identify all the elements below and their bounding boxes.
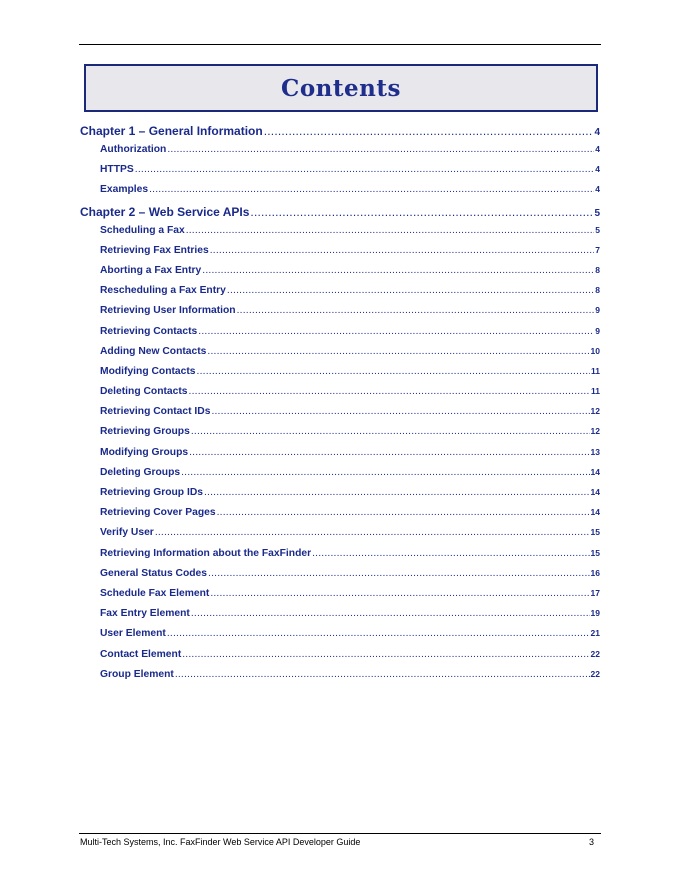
toc-section-link[interactable]	[80, 467, 600, 487]
toc-entry-page: 14	[590, 487, 600, 497]
toc-leader-dots	[189, 447, 589, 458]
toc-entry-label: Chapter 2 – Web Service APIs	[80, 204, 250, 219]
header-rule	[79, 44, 601, 45]
toc-entry-label: Retrieving Fax Entries	[100, 244, 209, 256]
toc-leader-dots	[312, 548, 589, 559]
toc-leader-dots	[191, 608, 590, 619]
toc-entry-label: Adding New Contacts	[100, 345, 207, 357]
toc-section-link[interactable]	[80, 548, 600, 568]
toc-section-link[interactable]	[80, 447, 600, 467]
toc-entry-label: Verify User	[100, 527, 154, 539]
toc-leader-dots	[197, 366, 590, 377]
toc-section-link[interactable]	[80, 326, 600, 346]
toc-section-link[interactable]	[80, 588, 600, 608]
toc-entry-page: 14	[590, 507, 600, 518]
toc-leader-dots	[237, 305, 595, 316]
toc-entry-page: 15	[590, 527, 600, 538]
toc-section-link[interactable]	[80, 507, 600, 527]
toc-section-link[interactable]	[80, 225, 600, 245]
toc-leader-dots	[217, 507, 590, 518]
toc-entry-page: 21	[590, 628, 600, 639]
toc-entry-label: Scheduling a Fax	[100, 224, 185, 236]
toc-entry-label: Contact Element	[100, 648, 182, 660]
toc-entry-label: Rescheduling a Fax Entry	[100, 285, 226, 297]
toc-leader-dots	[210, 245, 595, 256]
toc-chapter-link[interactable]	[80, 205, 600, 225]
toc-leader-dots	[207, 346, 589, 357]
toc-entry-page: 12	[590, 426, 600, 437]
toc-entry-page: 8	[595, 264, 600, 275]
toc-leader-dots	[186, 225, 595, 236]
toc-entry-page: 11	[591, 386, 600, 397]
toc-section-link[interactable]	[80, 184, 600, 204]
toc-entry-label: Retrieving Groups	[100, 426, 190, 438]
toc-section-link[interactable]	[80, 285, 600, 305]
toc-entry-page: 4	[595, 164, 600, 175]
toc-section-link[interactable]	[80, 346, 600, 366]
toc-leader-dots	[182, 649, 589, 660]
toc-entry-label: Deleting Contacts	[100, 386, 188, 398]
toc-section-link[interactable]	[80, 527, 600, 547]
toc-entry-page: 13	[590, 446, 600, 457]
toc-entry-label: Chapter 1 – General Information	[80, 124, 263, 138]
toc-entry-label: Retrieving Contacts	[100, 325, 198, 337]
toc-entry-label: Modifying Groups	[100, 446, 189, 458]
toc-entry-page: 15	[590, 547, 600, 558]
toc-leader-dots	[135, 164, 595, 175]
footer-page-number: 3	[589, 837, 595, 847]
toc-leader-dots	[250, 205, 593, 219]
toc-leader-dots	[204, 487, 590, 498]
toc-entry-label: Modifying Contacts	[100, 365, 196, 377]
toc-section-link[interactable]	[80, 245, 600, 265]
toc-entry-label: Aborting a Fax Entry	[100, 264, 202, 276]
table-of-contents	[80, 124, 600, 689]
footer-document-title: Multi-Tech Systems, Inc. FaxFinder Web Service API Developer Guide	[80, 837, 361, 847]
toc-entry-page: 10	[590, 345, 600, 356]
toc-leader-dots	[189, 386, 590, 397]
toc-leader-dots	[208, 568, 590, 579]
toc-entry-label: Group Element	[100, 668, 174, 680]
toc-section-link[interactable]	[80, 366, 600, 386]
toc-entry-label: Retrieving Contact IDs	[100, 406, 211, 418]
toc-leader-dots	[264, 124, 594, 138]
toc-entry-page: 9	[595, 325, 600, 336]
toc-leader-dots	[202, 265, 594, 276]
toc-entry-page: 7	[595, 244, 600, 255]
toc-entry-label: Retrieving Cover Pages	[100, 507, 216, 519]
toc-section-link[interactable]	[80, 305, 600, 325]
toc-chapter-link[interactable]	[80, 124, 600, 144]
toc-entry-label: Authorization	[100, 144, 167, 155]
toc-section-link[interactable]	[80, 406, 600, 426]
toc-leader-dots	[175, 669, 590, 680]
toc-entry-label: Schedule Fax Element	[100, 587, 210, 599]
toc-entry-page: 4	[595, 184, 600, 195]
toc-entry-page: 17	[590, 587, 600, 598]
toc-leader-dots	[167, 144, 594, 155]
toc-entry-page: 8	[595, 285, 600, 296]
toc-entry-page: 22	[590, 648, 600, 659]
toc-entry-page: 11	[591, 365, 600, 376]
toc-section-link[interactable]	[80, 386, 600, 406]
toc-section-link[interactable]	[80, 164, 600, 184]
toc-entry-page: 22	[590, 668, 600, 679]
toc-leader-dots	[155, 527, 590, 538]
toc-entry-page: 4	[594, 127, 600, 138]
toc-entry-page: 4	[595, 144, 600, 154]
toc-section-link[interactable]	[80, 669, 600, 689]
toc-entry-label: General Status Codes	[100, 567, 208, 579]
toc-entry-label: Deleting Groups	[100, 466, 181, 478]
toc-leader-dots	[167, 628, 590, 639]
toc-section-link[interactable]	[80, 568, 600, 588]
toc-leader-dots	[210, 588, 589, 599]
footer-rule	[79, 833, 601, 834]
toc-entry-label: Retrieving Information about the FaxFinder	[100, 547, 312, 559]
toc-section-link[interactable]	[80, 265, 600, 285]
toc-entry-page: 9	[595, 305, 600, 316]
toc-section-link[interactable]	[80, 628, 600, 648]
toc-section-link[interactable]	[80, 608, 600, 628]
toc-leader-dots	[149, 184, 594, 195]
toc-section-link[interactable]	[80, 426, 600, 446]
toc-entry-page: 5	[595, 224, 600, 235]
toc-section-link[interactable]	[80, 649, 600, 669]
toc-entry-label: Retrieving User Information	[100, 305, 236, 317]
toc-leader-dots	[227, 285, 594, 296]
toc-entry-page: 19	[590, 608, 600, 619]
toc-entry-page: 5	[594, 207, 600, 219]
toc-entry-page: 12	[590, 406, 600, 417]
toc-entry-label: Fax Entry Element	[100, 608, 190, 620]
toc-leader-dots	[198, 326, 594, 337]
toc-entry-label: Retrieving Group IDs	[100, 487, 203, 498]
toc-leader-dots	[181, 467, 589, 478]
contents-title-box	[84, 64, 598, 112]
toc-section-link[interactable]	[80, 487, 600, 507]
toc-entry-page: 14	[590, 466, 600, 477]
page-title: Contents	[281, 74, 401, 102]
toc-section-link[interactable]	[80, 144, 600, 164]
toc-entry-label: Examples	[100, 184, 149, 196]
toc-entry-label: HTTPS	[100, 164, 134, 176]
toc-entry-page: 16	[590, 567, 600, 578]
toc-entry-label: User Element	[100, 628, 166, 640]
toc-leader-dots	[211, 406, 589, 417]
toc-leader-dots	[191, 426, 590, 437]
